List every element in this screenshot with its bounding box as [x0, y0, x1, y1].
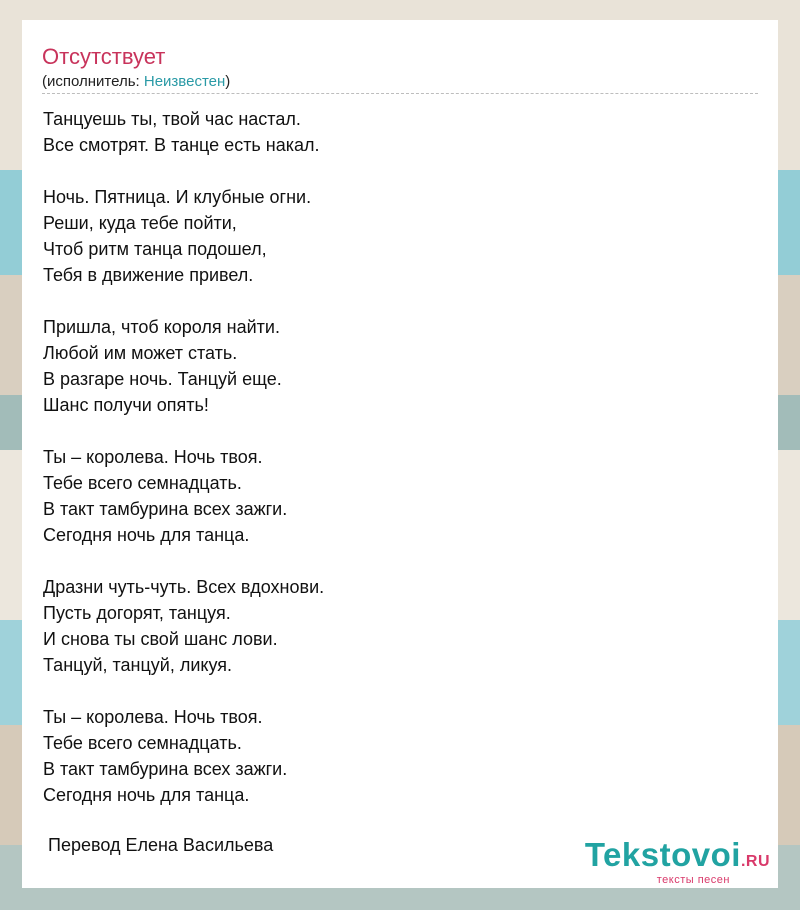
lyrics-text: Танцуешь ты, твой час настал. Все смотрят. В танце есть накал. Ночь. Пятница. И клубные огни. Реши, куда тебе пойти, Чтоб ритм танца подошел, Тебя в движение привел. Пришла, чтоб короля найти. Любой им может стать. В разгаре ночь. Танцуй еще. Шанс получи опять! Ты – королева. Ночь твоя. Тебе всего семнадцать. В такт тамбурина всех зажги. Сегодня ночь для танца. Дразни чуть-чуть. Всех вдохнови. Пусть догорят, танцуя. И снова ты свой шанс лови. Танцуй, танцуй, ликуя. Ты – королева. Ночь твоя. Тебе всего семнадцать. В такт тамбурина всех зажги. Сегодня ночь для танца.: [43, 109, 325, 805]
site-logo[interactable]: [585, 837, 770, 886]
logo-name: Tekstovoi: [584, 836, 741, 873]
lyrics-card: [22, 20, 778, 888]
logo-tagline: тексты песен: [656, 874, 730, 886]
artist-line: [42, 73, 230, 91]
artist-suffix: ): [225, 73, 231, 90]
translator-credit: Перевод Елена Васильева: [48, 835, 274, 855]
song-title: Отсутствует: [42, 44, 166, 69]
artist-prefix: (исполнитель:: [42, 73, 144, 90]
artist-link[interactable]: Неизвестен: [143, 73, 226, 90]
divider: [42, 93, 758, 94]
logo-tld: .RU: [740, 853, 770, 870]
